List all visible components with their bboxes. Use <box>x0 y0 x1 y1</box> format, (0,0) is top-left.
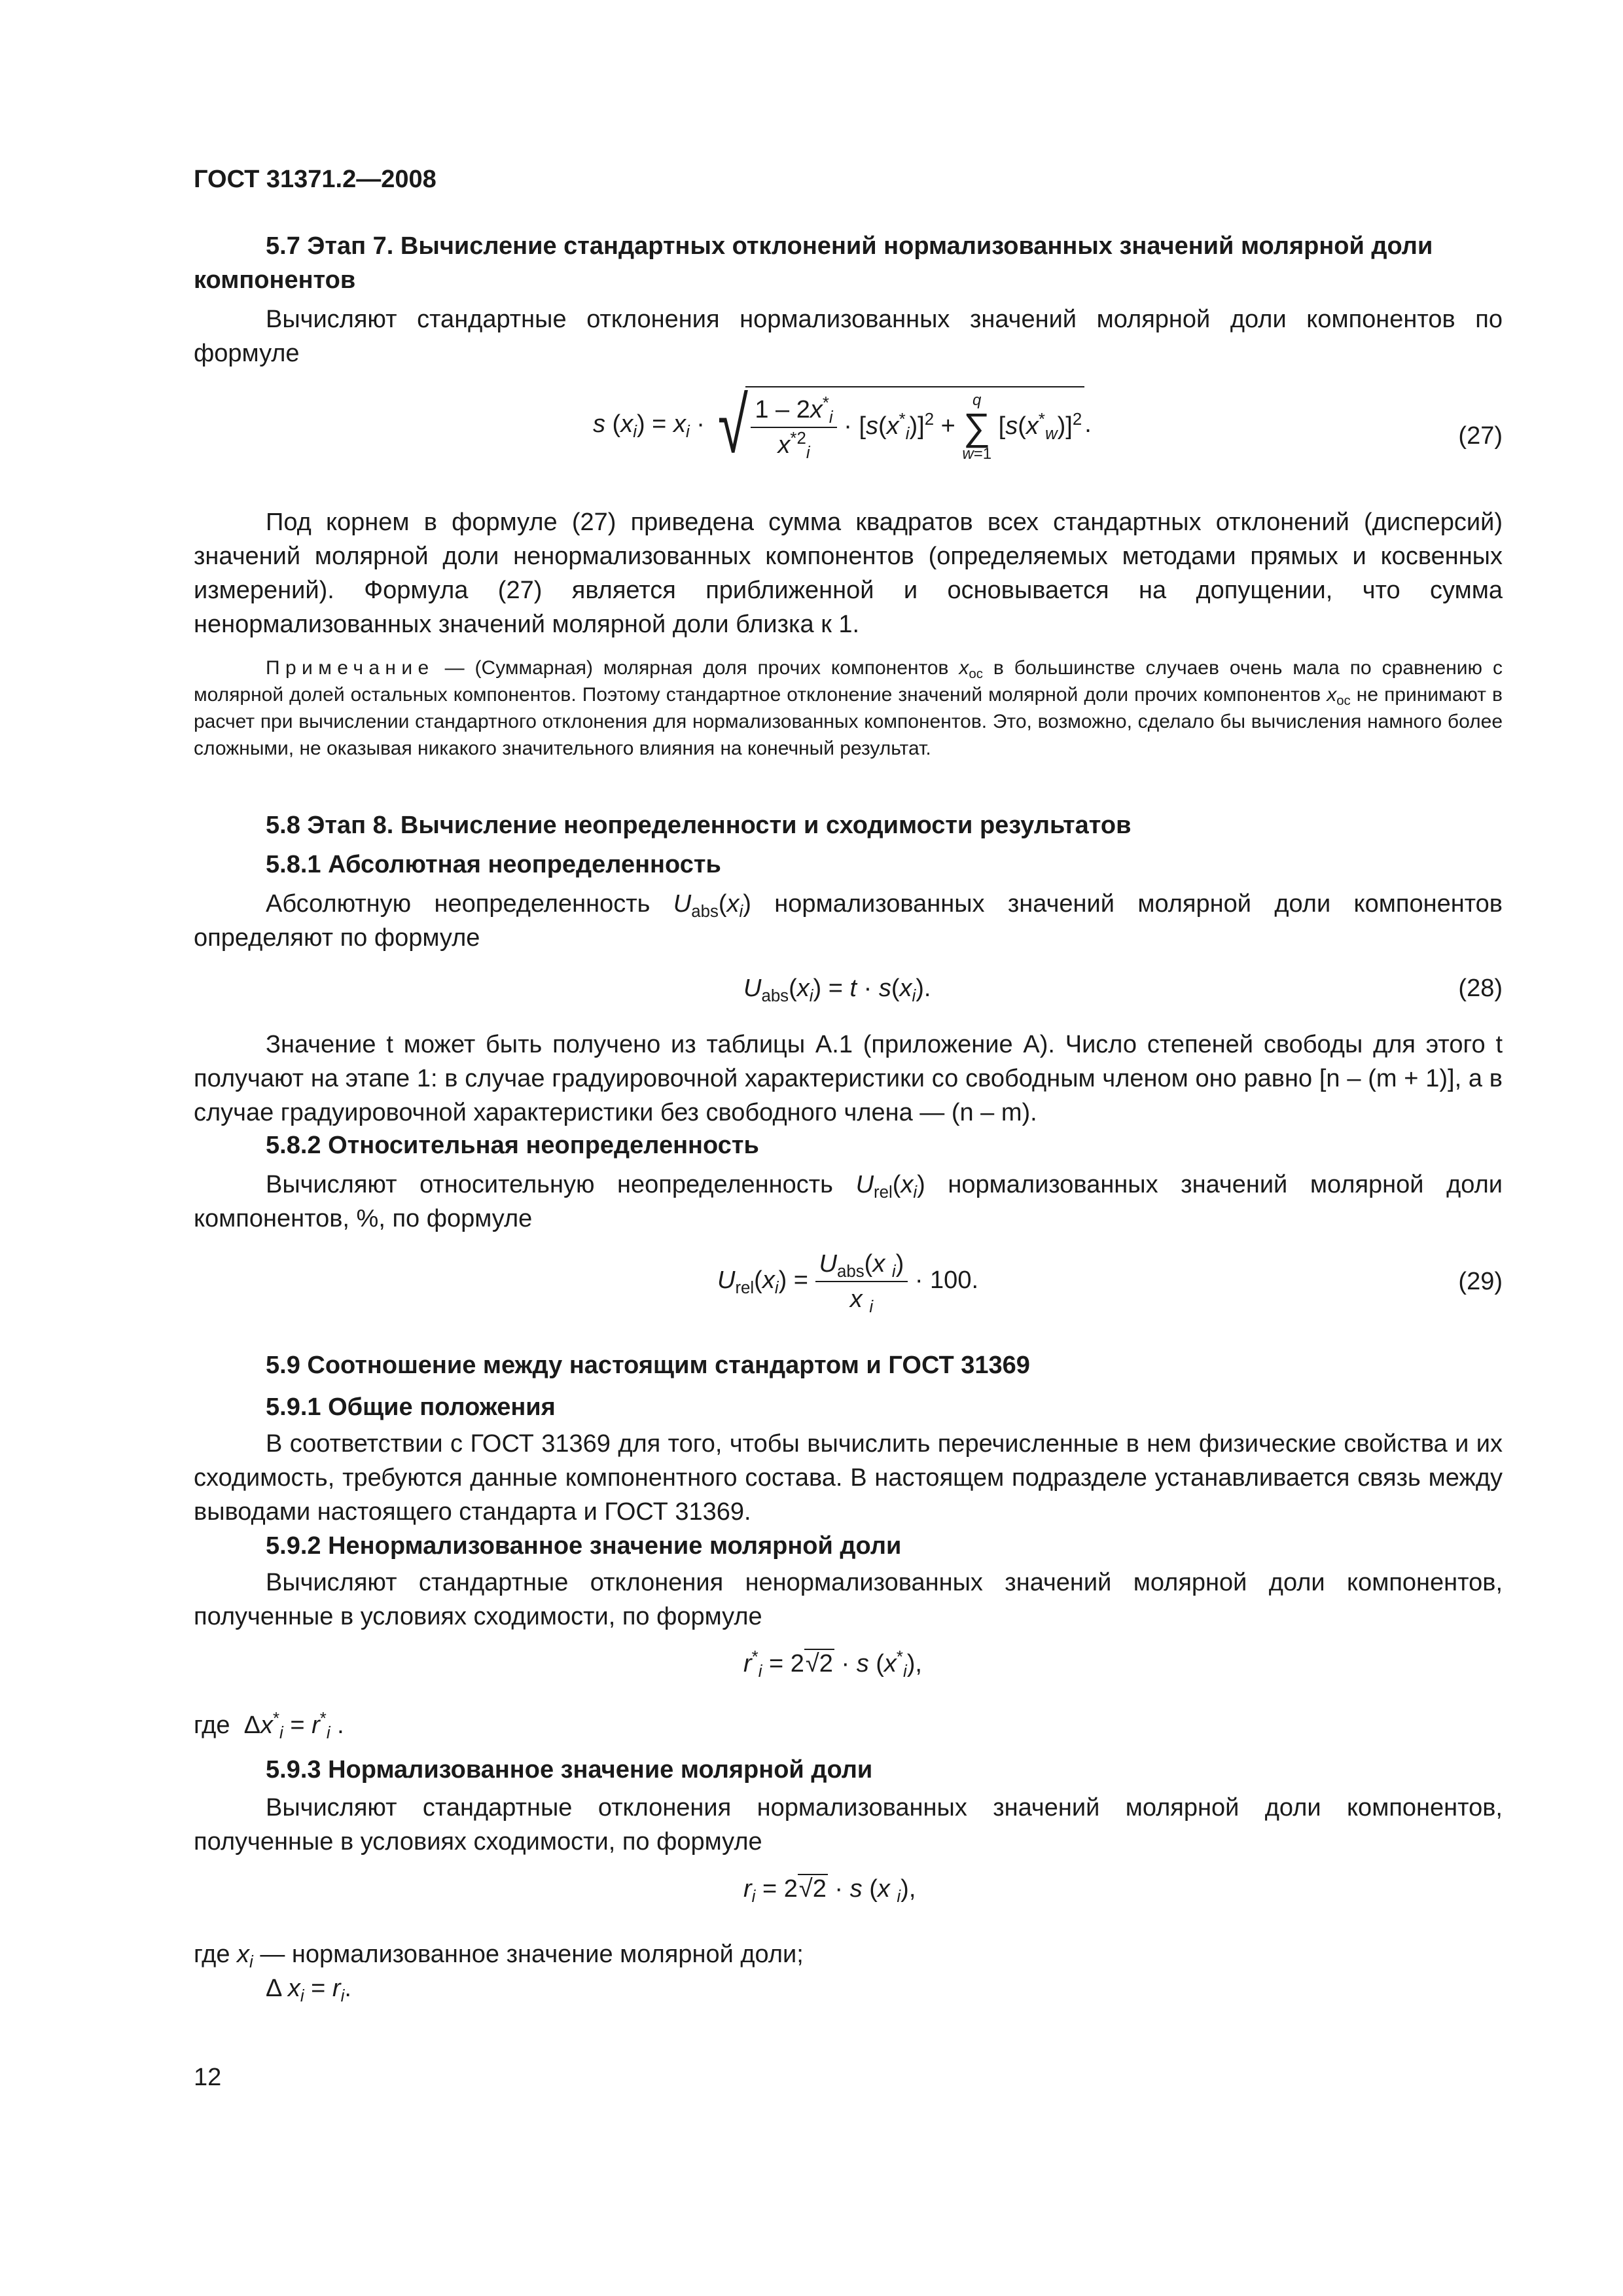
sqrt-sign: √ <box>718 382 749 469</box>
formula-29: $U_{rel}(x_i)$ = $\frac{U_{abs}(x _i)}{x _i}$ · 100. <box>717 1247 978 1316</box>
equation-number-29: (29) <box>1458 1268 1503 1295</box>
section-5-9-1-heading: 5.9.1 Общие положения <box>266 1393 556 1421</box>
section-5-8-1-intro: Абсолютную неопределенность $U_{abs}(x_i)$ нормализованных значений молярной доли компонентов определяют по формуле <box>194 890 1503 952</box>
equation-number-28: (28) <box>1458 975 1503 1002</box>
section-5-9-3-heading: 5.9.3 Нормализованное значение молярной доли <box>266 1756 873 1784</box>
document-page <box>194 0 1503 2296</box>
where-clause-1: где $\Delta x^*_i = r^*_i$ . <box>194 1709 344 1742</box>
formula-r: $r_i = 2√2 \cdot s$ (x $_i$), <box>743 1875 916 1906</box>
page-footer <box>194 2060 1503 2094</box>
note-label: Примечание <box>266 657 435 679</box>
section-5-9-2-heading: 5.9.2 Ненормализованное значение молярной доли <box>266 1532 902 1560</box>
equation-number-27: (27) <box>1458 422 1503 450</box>
formula-27: s $(x_i) = x_i$ · √ $\frac{1 - 2x^*_i}{x^{*2}_i}$ · $[s(x^*_i)]^2$ + q ∑ w=1 $[s(x^*_w)]^2$ . <box>593 382 1092 469</box>
section-5-9-1-paragraph: В соответствии с ГОСТ 31369 для того, чтобы вычислить перечисленные в нем физические свойства и их сходимость, требуются данные компонентного состава. В настоящем подразделе устанавливается связь между выводами настоящего стандарта и ГОСТ 31369. <box>194 1430 1503 1526</box>
section-5-9-3-intro: Вычисляют стандартные отклонения нормализованных значений молярной доли компонентов, полученные в условиях сходимости, по формуле <box>194 1794 1503 1856</box>
document-header <box>194 162 1503 196</box>
section-5-7-paragraph: Под корнем в формуле (27) приведена сумма квадратов всех стандартных отклонений (дисперсий) значений молярной доли ненормализованных компонентов (определяемых методами прямых и косвенных измерений). Формула (27) является приближенной и основывается на допущении, что сумма ненормализованных значений молярной доли близка к 1. <box>194 509 1503 638</box>
page-number: 12 <box>194 2064 222 2091</box>
where-clause-2: где $x_i$ — нормализованное значение молярной доли; Δ $x_i = r_i$. <box>194 1941 804 2005</box>
heading-text: 5.7 Этап 7. Вычисление стандартных отклонений нормализованных значений молярной доли компонентов <box>194 232 1433 294</box>
document-id: ГОСТ 31371.2—2008 <box>194 166 437 193</box>
section-5-8-2-heading: 5.8.2 Относительная неопределенность <box>266 1132 759 1159</box>
section-5-9-heading: 5.9 Соотношение между настоящим стандартом и ГОСТ 31369 <box>266 1352 1030 1379</box>
formula-28: $U_{abs}(x_i) = t \cdot s(x_i)$. <box>743 975 931 1005</box>
section-5-8-heading: 5.8 Этап 8. Вычисление неопределенности и сходимости результатов <box>266 812 1132 839</box>
formula-r-star: $r^*_i = 2√2 \cdot s$ $(x^*_i)$, <box>743 1647 922 1681</box>
section-5-7-heading <box>194 229 1503 297</box>
section-5-8-2-intro: Вычисляют относительную неопределенность $U_{rel}(x_i)$ нормализованных значений молярной доли компонентов, %, по формуле <box>194 1171 1503 1232</box>
section-5-8-1-heading: 5.8.1 Абсолютная неопределенность <box>266 851 721 878</box>
note: Примечание — (Суммарная) молярная доля прочих компонентов $x_{ос}$ в большинстве случаев очень мала по сравнению с молярной долей остальных компонентов. Поэтому стандартное отклонение значений молярной доли прочих компонентов $x_{ос}$ не принимают в расчет при вычислении стандартного отклонения для нормализованных компонентов. Это, возможно, сделало бы вычисления намного более сложными, не оказывая никакого значительного влияния на конечный результат. <box>194 657 1503 759</box>
section-5-9-2-intro: Вычисляют стандартные отклонения ненормализованных значений молярной доли компонентов, полученные в условиях сходимости, по формуле <box>194 1569 1503 1630</box>
section-5-8-1-paragraph: Значение t может быть получено из таблицы А.1 (приложение А). Число степеней свободы для этого t получают на этапе 1: в случае градуировочной характеристики со свободным членом оно равно [n – (m + 1)], а в случае градуировочной характеристики без свободного члена — (n – m). <box>194 1031 1503 1126</box>
section-5-7-intro: Вычисляют стандартные отклонения нормализованных значений молярной доли компонентов по формуле <box>194 306 1503 367</box>
